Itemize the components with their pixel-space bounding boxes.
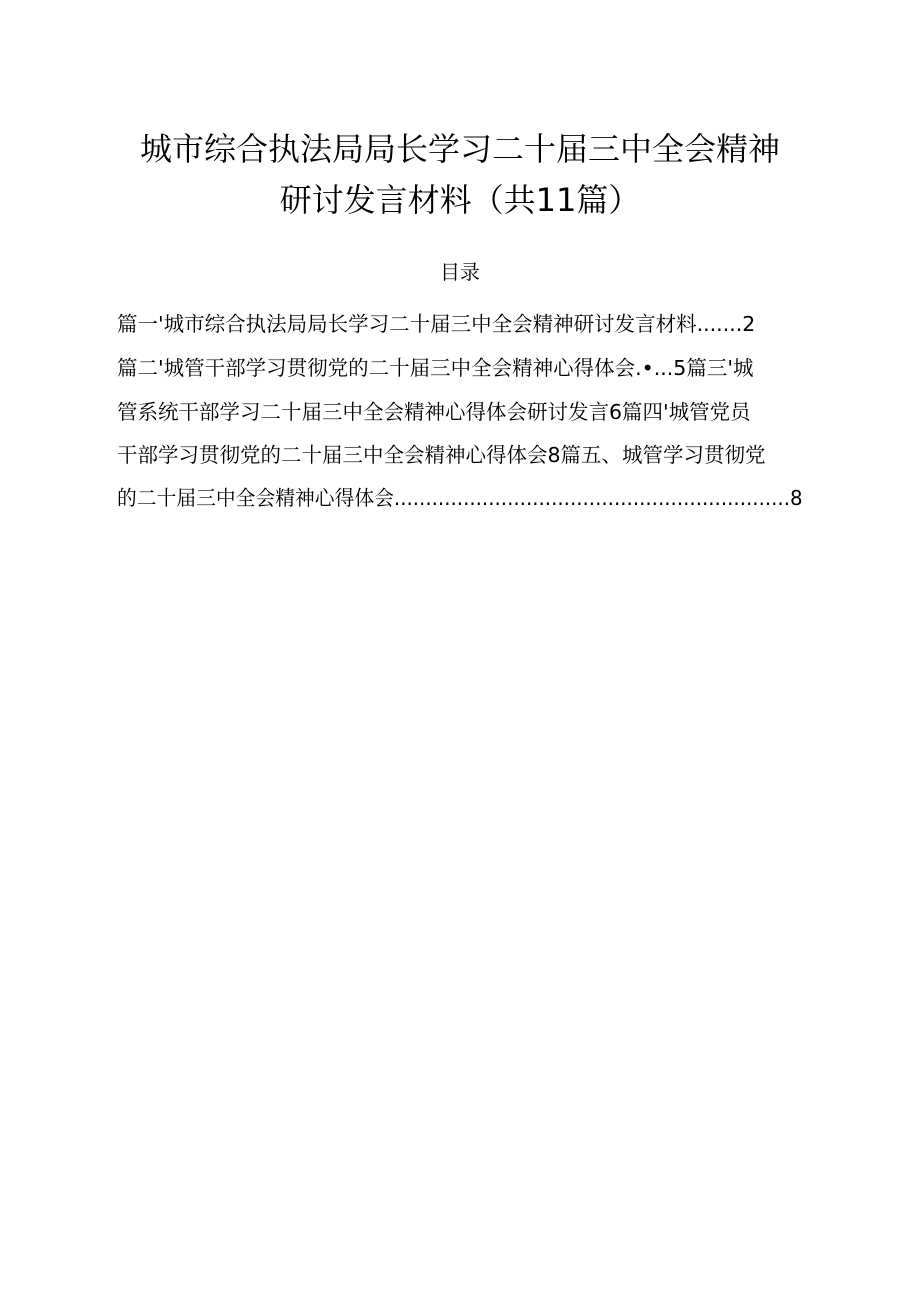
toc-entry-line: 的二十届三中全会精神心得体会...............................................................8 [117,486,803,510]
toc-heading: 目录 [440,260,480,284]
toc-entry-line: 管系统干部学习二十届三中全会精神心得体会研讨发言6篇四'城管党员 [117,400,751,424]
document-title-line-2: 研讨发言材料（共11篇） [279,181,641,219]
document-title-line-1: 城市综合执法局局长学习二十届三中全会精神 [139,130,780,168]
toc-entry-line: 干部学习贯彻党的二十届三中全会精神心得体会8篇五、城管学习贯彻党 [117,443,766,467]
toc-entry-line: 篇一'城市综合执法局局长学习二十届三中全会精神研讨发言材料.......2 [117,312,756,336]
toc-entry-line: 篇二'城管干部学习贯彻党的二十届三中全会精神心得体会.•...5篇三'城 [117,356,754,380]
